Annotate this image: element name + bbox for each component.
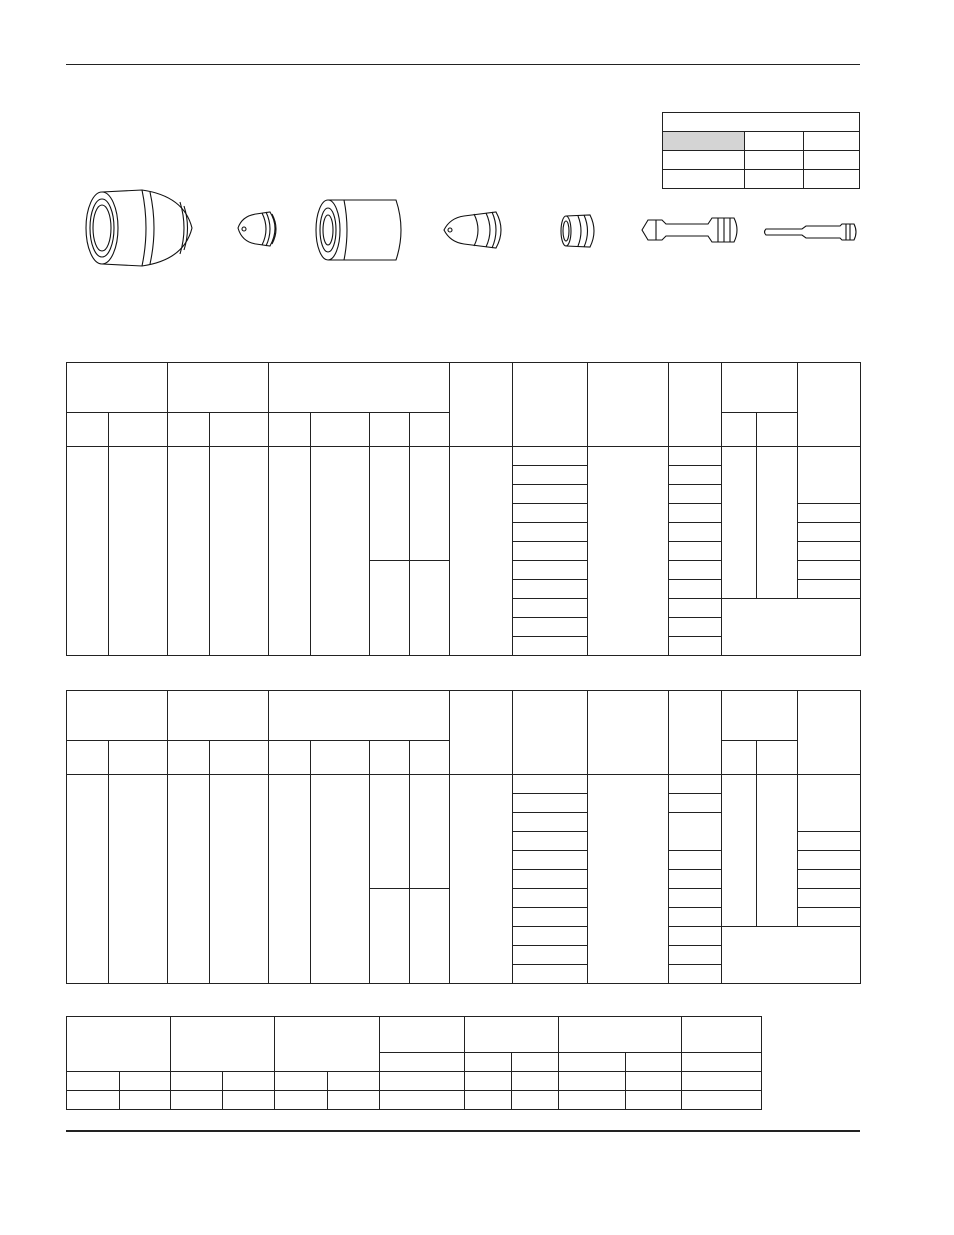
table-cell <box>513 908 588 927</box>
table-cell <box>223 1072 275 1091</box>
table-cell <box>745 151 804 170</box>
table-cell <box>513 637 588 656</box>
nozzle-retaining-cap-illustration <box>234 208 282 250</box>
table-cell <box>450 691 513 775</box>
table-cell <box>663 132 745 151</box>
table-cell <box>663 170 745 189</box>
shield-illustration <box>80 186 196 270</box>
table-cell <box>109 447 168 656</box>
table-cell <box>210 447 269 656</box>
table-cell <box>669 908 722 927</box>
table-cell <box>512 1053 559 1072</box>
table-cell <box>669 889 722 908</box>
top-rule <box>66 64 860 65</box>
table-cell <box>722 691 798 741</box>
table-cell <box>210 413 269 447</box>
table-cell <box>67 363 168 413</box>
table-cell <box>513 691 588 775</box>
table-row <box>67 363 861 413</box>
table-cell <box>798 851 861 870</box>
table-row <box>663 132 860 151</box>
table-cell <box>380 1053 465 1072</box>
table-cell <box>168 741 210 775</box>
process-table-2 <box>66 690 861 984</box>
table-cell <box>513 794 588 813</box>
table-cell <box>269 691 450 741</box>
table-row <box>67 1072 762 1091</box>
process-table-1 <box>66 362 861 656</box>
table-cell <box>67 447 109 656</box>
table-cell <box>465 1091 512 1110</box>
table-cell <box>745 132 804 151</box>
table-cell <box>513 946 588 965</box>
table-cell <box>67 741 109 775</box>
table-cell <box>269 447 311 656</box>
table-cell <box>722 447 757 599</box>
table-cell <box>67 413 109 447</box>
table-cell <box>67 691 168 741</box>
table-cell <box>559 1091 626 1110</box>
table-cell <box>311 447 370 656</box>
legend-table <box>662 112 860 189</box>
table-cell <box>513 851 588 870</box>
table-row <box>67 1091 762 1110</box>
table-cell <box>722 927 861 984</box>
table-cell <box>450 447 513 656</box>
table-cell <box>513 504 588 523</box>
table-cell <box>669 775 722 794</box>
table-row <box>67 447 861 466</box>
table-cell <box>171 1091 223 1110</box>
table-cell <box>682 1091 762 1110</box>
table-cell <box>559 1017 682 1053</box>
table-cell <box>669 542 722 561</box>
table-cell <box>798 580 861 599</box>
table-cell <box>210 775 269 984</box>
table-cell <box>757 447 798 599</box>
table-cell <box>109 741 168 775</box>
table-cell <box>798 775 861 832</box>
table-cell <box>370 561 410 656</box>
table-cell <box>67 1072 120 1091</box>
table-cell <box>669 691 722 775</box>
table-cell <box>328 1091 380 1110</box>
retaining-cap-illustration <box>310 196 408 264</box>
table-cell <box>798 523 861 542</box>
table-cell <box>798 542 861 561</box>
table-cell <box>513 618 588 637</box>
table-cell <box>798 561 861 580</box>
table-cell <box>669 466 722 485</box>
table-cell <box>626 1091 682 1110</box>
table-cell <box>109 775 168 984</box>
table-cell <box>311 741 370 775</box>
table-cell <box>168 413 210 447</box>
table-cell <box>669 851 722 870</box>
table-cell <box>669 561 722 580</box>
table-cell <box>171 1072 223 1091</box>
table-cell <box>669 965 722 984</box>
table-cell <box>168 363 269 413</box>
table-cell <box>682 1072 762 1091</box>
table-cell <box>798 889 861 908</box>
table-cell <box>269 775 311 984</box>
table-cell <box>588 691 669 775</box>
nozzle-illustration <box>440 208 508 252</box>
table-cell <box>450 775 513 984</box>
legend-table-title <box>663 113 860 132</box>
table-cell <box>669 580 722 599</box>
bottom-rule <box>66 1130 860 1132</box>
table-cell <box>109 413 168 447</box>
table-cell <box>67 775 109 984</box>
table-cell <box>757 741 798 775</box>
table-row <box>663 170 860 189</box>
table-cell <box>669 794 722 813</box>
table-cell <box>682 1053 762 1072</box>
table-cell <box>513 523 588 542</box>
table-cell <box>669 599 722 618</box>
table-cell <box>168 775 210 984</box>
table-cell <box>223 1091 275 1110</box>
table-cell <box>513 561 588 580</box>
table-cell <box>168 691 269 741</box>
table-cell <box>120 1091 171 1110</box>
table-cell <box>210 741 269 775</box>
table-cell <box>513 775 588 794</box>
table-cell <box>275 1091 328 1110</box>
table-cell <box>669 946 722 965</box>
table-cell <box>513 889 588 908</box>
table-cell <box>275 1072 328 1091</box>
table-cell <box>626 1072 682 1091</box>
table-cell <box>669 485 722 504</box>
table-cell <box>588 775 669 984</box>
table-cell <box>370 889 410 984</box>
table-cell <box>370 775 410 889</box>
swirl-ring-illustration <box>558 212 600 250</box>
table-cell <box>513 870 588 889</box>
table-cell <box>465 1072 512 1091</box>
table-row <box>663 151 860 170</box>
table-cell <box>410 775 450 889</box>
table-cell <box>512 1072 559 1091</box>
table-cell <box>722 599 861 656</box>
summary-table <box>66 1016 762 1110</box>
table-row <box>663 113 860 132</box>
table-cell <box>798 447 861 504</box>
table-cell <box>513 927 588 946</box>
table-cell <box>798 832 861 851</box>
table-cell <box>410 741 450 775</box>
table-cell <box>798 691 861 775</box>
table-row <box>67 1017 762 1053</box>
water-tube-illustration <box>762 220 858 244</box>
table-cell <box>757 413 798 447</box>
table-cell <box>513 965 588 984</box>
table-cell <box>410 447 450 561</box>
table-cell <box>513 813 588 832</box>
table-cell <box>328 1072 380 1091</box>
table-cell <box>745 170 804 189</box>
table-cell <box>513 485 588 504</box>
table-cell <box>722 775 757 927</box>
table-cell <box>513 363 588 447</box>
table-cell <box>171 1017 275 1072</box>
table-cell <box>669 363 722 447</box>
table-cell <box>513 832 588 851</box>
table-cell <box>804 170 860 189</box>
table-cell <box>804 151 860 170</box>
table-cell <box>798 908 861 927</box>
table-cell <box>669 523 722 542</box>
table-cell <box>380 1072 465 1091</box>
table-cell <box>588 363 669 447</box>
table-cell <box>669 504 722 523</box>
table-cell <box>682 1017 762 1053</box>
electrode-illustration <box>638 212 742 248</box>
table-cell <box>669 637 722 656</box>
table-cell <box>757 775 798 927</box>
table-cell <box>370 413 410 447</box>
table-cell <box>275 1017 380 1072</box>
table-cell <box>663 151 745 170</box>
table-cell <box>120 1072 171 1091</box>
table-cell <box>269 413 311 447</box>
table-cell <box>798 870 861 889</box>
table-cell <box>669 927 722 946</box>
table-cell <box>269 363 450 413</box>
table-cell <box>513 466 588 485</box>
table-cell <box>722 413 757 447</box>
table-cell <box>669 618 722 637</box>
table-cell <box>559 1072 626 1091</box>
table-cell <box>559 1053 626 1072</box>
table-cell <box>380 1091 465 1110</box>
table-cell <box>798 363 861 447</box>
table-cell <box>513 580 588 599</box>
table-cell <box>269 741 311 775</box>
table-cell <box>380 1017 465 1053</box>
table-cell <box>67 1017 171 1072</box>
table-cell <box>513 542 588 561</box>
table-cell <box>410 889 450 984</box>
table-cell <box>798 504 861 523</box>
table-row <box>67 691 861 741</box>
table-cell <box>722 363 798 413</box>
table-cell <box>168 447 210 656</box>
table-cell <box>669 447 722 466</box>
table-cell <box>410 561 450 656</box>
table-cell <box>67 1091 120 1110</box>
table-row <box>67 775 861 794</box>
table-cell <box>465 1053 512 1072</box>
table-cell <box>465 1017 559 1053</box>
table-cell <box>450 363 513 447</box>
table-cell <box>513 599 588 618</box>
table-cell <box>410 413 450 447</box>
table-cell <box>311 775 370 984</box>
table-cell <box>804 132 860 151</box>
table-cell <box>512 1091 559 1110</box>
table-cell <box>588 447 669 656</box>
table-cell <box>626 1053 682 1072</box>
table-cell <box>669 813 722 851</box>
table-cell <box>370 447 410 561</box>
table-cell <box>669 870 722 889</box>
table-cell <box>370 741 410 775</box>
table-cell <box>311 413 370 447</box>
table-cell <box>513 447 588 466</box>
table-cell <box>722 741 757 775</box>
